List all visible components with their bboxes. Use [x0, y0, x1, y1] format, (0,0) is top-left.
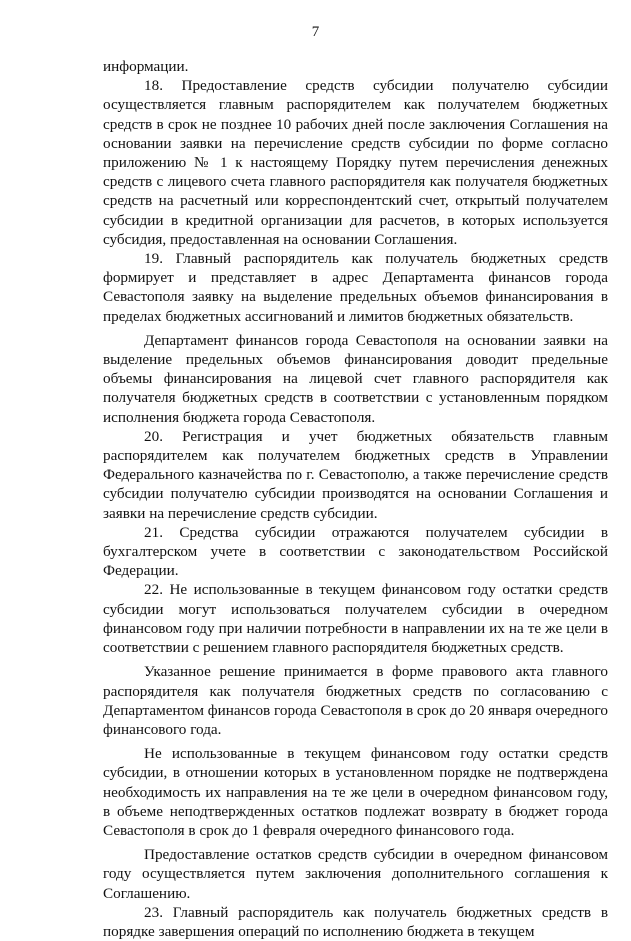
paragraph-item-18: 18. Предоставление средств субсидии получателю субсидии осуществляется главным распорядителем как получателем бюджетных средств в срок не позднее 10 рабочих дней после заключения Соглашения на основании заявки на перечисление средств субсидии по форме согласно приложению № 1 к настоящему Порядку путем перечисления денежных средств с лицевого счета главного распорядителя как получателя бюджетных средств на расчетный или корреспондентский счет, открытый получателем субсидии в кредитной организации для расчетов, в которых используется субсидия, предоставленная на основании Соглашения. — [103, 77, 608, 248]
document-body — [103, 57, 608, 941]
paragraph-item-20: 20. Регистрация и учет бюджетных обязательств главным распорядителем как получателем бюджетных средств в Управлении Федерального казначейства по г. Севастополю, а также перечисление средств субсидии получателю субсидии производятся на основании Соглашения и заявки на перечисление средств субсидии. — [103, 427, 608, 522]
page-number: 7 — [311, 24, 320, 40]
paragraph-item-22: 22. Не использованные в текущем финансовом году остатки средств субсидии могут использоваться получателем субсидии в очередном финансовом году при наличии потребности в направлении их на те же цели в соответствии с решением главного распорядителя бюджетных средств. — [103, 581, 608, 657]
paragraph-item-23: 23. Главный распорядитель как получатель бюджетных средств в порядке завершения операций по исполнению бюджета в текущем — [103, 903, 608, 940]
paragraph-item-19: 19. Главный распорядитель как получатель бюджетных средств формирует и представляет в адрес Департамента финансов города Севастополя заявку на выделение предельных объемов финансирования в пределах бюджетных ассигнований и лимитов бюджетных обязательств. — [103, 250, 608, 325]
paragraph-unused-balances: Не использованные в текущем финансовом году остатки средств субсидии, в отношении которых в установленном порядке не подтверждена необходимость их направления на те же цели в очередном финансовом году, в объеме неподтвержденных остатков подлежат возврату в бюджет города Севастополя в срок до 1 февраля очередного финансового года. — [103, 745, 608, 839]
paragraph-item-21: 21. Средства субсидии отражаются получателем субсидии в бухгалтерском учете в соответствии с законодательством Российской Федерации. — [103, 523, 608, 580]
paragraph-balance-provision: Предоставление остатков средств субсидии в очередном финансовом году осуществляется путем заключения дополнительного соглашения к Соглашению. — [103, 846, 608, 902]
paragraph-department-finance: Департамент финансов города Севастополя на основании заявки на выделение предельных объемов финансирования доводит предельные объемы финансирования на лицевой счет главного распорядителя как получателя бюджетных средств в соответствии с установленным порядком исполнения бюджета города Севастополя. — [103, 331, 608, 426]
paragraph-continuation: информации. — [103, 58, 189, 75]
paragraph-decision: Указанное решение принимается в форме правового акта главного распорядителя как получателя бюджетных средств по согласованию с Департаментом финансов города Севастополя в срок до 20 января очередного финансового года. — [103, 663, 608, 738]
